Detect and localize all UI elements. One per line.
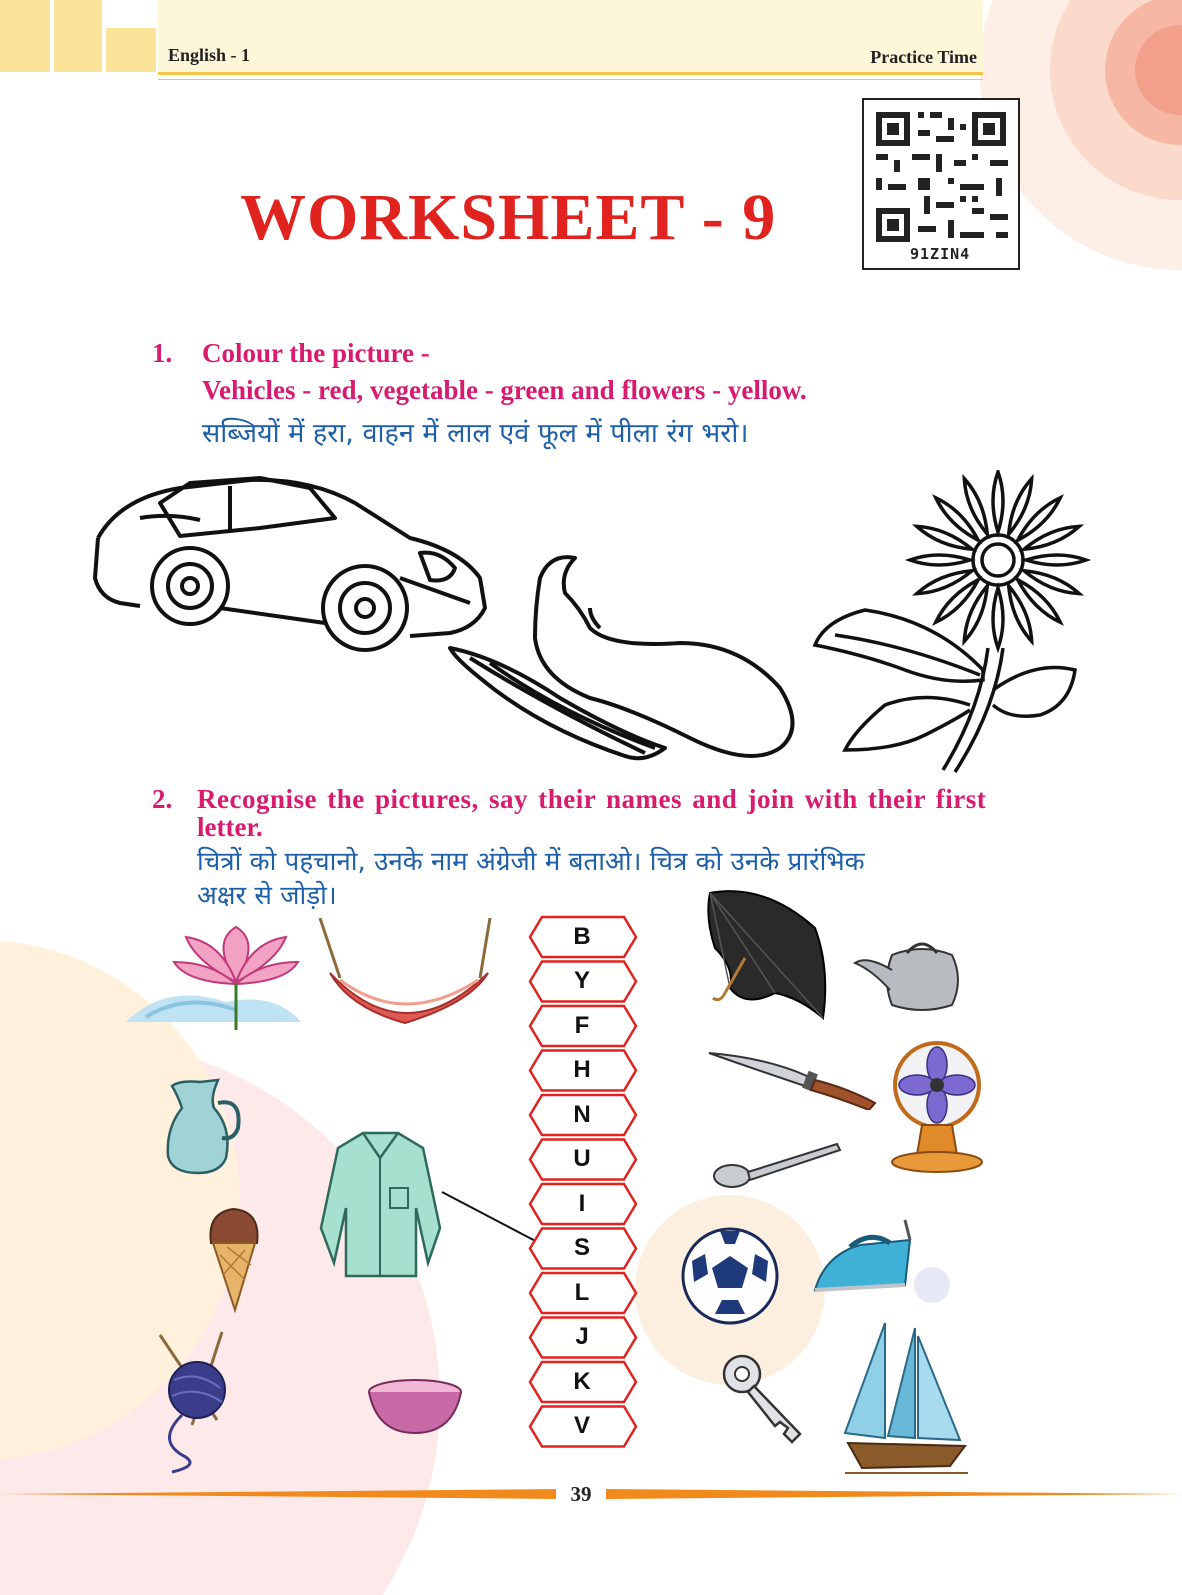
letter-label: I bbox=[578, 1190, 586, 1217]
letter-box[interactable] bbox=[530, 1228, 634, 1268]
letter-box[interactable] bbox=[530, 1184, 634, 1224]
lotus-picture bbox=[126, 922, 301, 1032]
letter-box[interactable] bbox=[530, 1139, 634, 1179]
q1-hindi-instruction: सब्जियों में हरा, वाहन में लाल एवं फूल में पीला रंग भरो। bbox=[202, 418, 749, 449]
section-title: Practice Time bbox=[870, 47, 977, 67]
kettle-picture bbox=[852, 935, 972, 1017]
letter-box[interactable] bbox=[530, 917, 634, 957]
q1-colour-guide: Vehicles - red, vegetable - green and flowers - yellow. bbox=[202, 375, 807, 405]
jug-picture bbox=[160, 1078, 245, 1176]
header-rule-thin bbox=[158, 79, 983, 80]
page-number: 39 bbox=[556, 1480, 606, 1508]
okra-gourd-outline bbox=[440, 548, 810, 773]
letter-box[interactable] bbox=[530, 1317, 634, 1357]
letter-box[interactable] bbox=[530, 1362, 634, 1402]
letter-box[interactable] bbox=[530, 1006, 634, 1046]
qr-code-label: 91ZIN4 bbox=[910, 245, 971, 263]
letter-box[interactable] bbox=[530, 1273, 634, 1313]
q2-instruction: Recognise the pictures, say their names and join with their first bbox=[197, 784, 987, 814]
header-tab-3 bbox=[106, 28, 156, 72]
fan-picture bbox=[887, 1040, 987, 1175]
key-picture bbox=[720, 1352, 805, 1444]
q2-hindi-instruction-cont: अक्षर से जोड़ो। bbox=[197, 881, 337, 911]
q1-instruction: Colour the picture - bbox=[202, 338, 430, 368]
car-outline bbox=[80, 458, 500, 658]
bowl-picture bbox=[365, 1378, 465, 1436]
letter-box[interactable] bbox=[530, 961, 634, 1001]
letter-box[interactable] bbox=[530, 1095, 634, 1135]
letter-box[interactable] bbox=[530, 1050, 634, 1090]
q1-number: 1. bbox=[152, 338, 173, 368]
letter-label: K bbox=[573, 1368, 591, 1395]
spoon-picture bbox=[712, 1138, 842, 1190]
q2-instruction-cont: letter. bbox=[197, 812, 263, 842]
qr-code-icon bbox=[864, 100, 1018, 250]
q2-hindi-instruction: चित्रों को पहचानो, उनके नाम अंग्रेजी में बताओ। चित्र को उनके प्रारंभिक bbox=[197, 847, 865, 877]
letter-label: B bbox=[573, 923, 591, 950]
letter-label: L bbox=[574, 1279, 590, 1306]
letter-label: S bbox=[573, 1234, 590, 1261]
letter-label: Y bbox=[573, 967, 590, 994]
header-tab-2 bbox=[54, 0, 102, 72]
header-rule bbox=[158, 72, 983, 75]
shirt-picture bbox=[318, 1128, 443, 1278]
umbrella-picture bbox=[705, 888, 835, 1028]
header-tab-1 bbox=[0, 0, 50, 72]
letter-label: J bbox=[575, 1323, 589, 1350]
q2-number: 2. bbox=[152, 784, 173, 814]
letter-label: V bbox=[573, 1412, 590, 1439]
letter-label: H bbox=[573, 1056, 591, 1083]
book-title: English - 1 bbox=[168, 45, 251, 65]
wool-picture bbox=[152, 1330, 247, 1475]
letter-box[interactable] bbox=[530, 1406, 634, 1446]
letter-label: U bbox=[573, 1145, 591, 1172]
header-band bbox=[158, 0, 983, 72]
sunflower-outline bbox=[805, 470, 1100, 780]
football-picture bbox=[680, 1226, 780, 1326]
yacht-picture bbox=[840, 1318, 970, 1476]
letter-label: F bbox=[574, 1012, 590, 1039]
iron-picture bbox=[810, 1215, 915, 1295]
ice-cream-picture bbox=[205, 1205, 263, 1313]
letter-label: N bbox=[573, 1101, 591, 1128]
hammock-picture bbox=[310, 918, 500, 1033]
worksheet-title: WORKSHEET - 9 bbox=[240, 181, 777, 254]
knife-picture bbox=[707, 1048, 877, 1110]
